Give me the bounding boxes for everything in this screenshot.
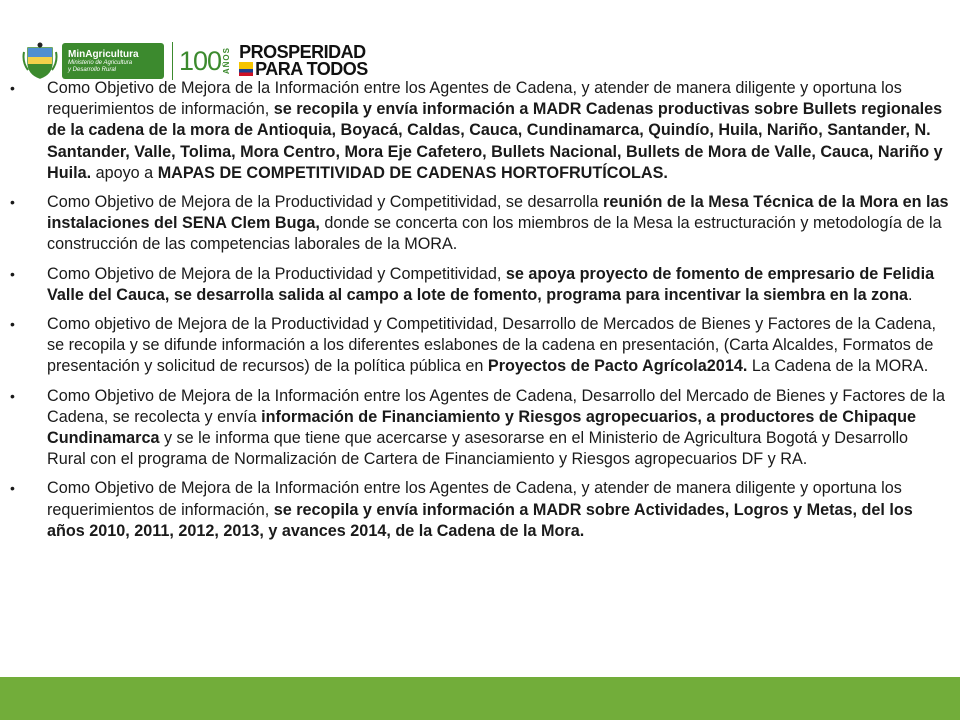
bullet-icon bbox=[10, 264, 47, 285]
minagricultura-logo bbox=[62, 43, 164, 79]
bullet-bold-text: se apoya proyecto de fomento de empresario de Felidia Valle del Cauca, se desarrolla salida al campo a lote de fomento, programa para incentivar la siembra en la zona bbox=[47, 264, 935, 304]
bullet-icon bbox=[10, 192, 47, 213]
bullet-item bbox=[10, 78, 950, 184]
logo-divider bbox=[172, 42, 173, 80]
min-subtitle-1: Ministerio de Agricultura bbox=[68, 59, 133, 66]
bullet-text: Como Objetivo de Mejora de la Productividad y Competitividad, bbox=[47, 264, 506, 283]
bullet-bold-text: se recopila y envía información a MADR Cadenas productivas sobre Bullets regionales de la cadena de la mora de Antioquia, Boyacá, Caldas, Cauca, Cundinamarca, Quindío, Huila, Nariño, Santander, N. Santander, Valle, Tolima, Mora Centro, Mora Eje Cafetero, Bullets Nacional, Bullets de Mora de Valle, Cauca, Nariño y Huila. bbox=[47, 100, 943, 182]
prosperidad-line1: PROSPERIDAD bbox=[239, 42, 366, 62]
colombia-coat-of-arms-icon bbox=[22, 42, 58, 80]
bullet-text: apoyo a bbox=[91, 163, 158, 182]
bullet-bold-text: MAPAS DE COMPETITIVIDAD DE CADENAS HORTOFRUTÍCOLAS. bbox=[157, 163, 668, 182]
cien-number: 100 bbox=[179, 46, 222, 76]
prosperidad-line2: PARA TODOS bbox=[239, 61, 368, 78]
bullet-icon bbox=[10, 478, 47, 499]
bullet-text: . bbox=[907, 285, 913, 304]
bullet-bold-text: Proyectos de Pacto Agrícola2014. bbox=[487, 357, 748, 376]
cien-anos-logo bbox=[179, 46, 231, 76]
bullet-item bbox=[10, 314, 950, 378]
bullet-text: Como Objetivo de Mejora de la Información entre los Agentes de Cadena, y atender de manera diligente y oportuna los requerimientos de información, bbox=[47, 479, 902, 519]
bullet-bold-text: información de Financiamiento y Riesgos agropecuarios, a productores de Chipaque Cundinamarca bbox=[47, 407, 916, 448]
bullet-item bbox=[10, 478, 950, 542]
bullet-bold-text: reunión de la Mesa Técnica de la Mora en las instalaciones del SENA Clem Buga, bbox=[47, 193, 949, 233]
bullet-icon bbox=[10, 314, 47, 335]
bullet-list bbox=[10, 78, 950, 550]
bullet-text: Como objetivo de Mejora de la Productividad y Competitividad, Desarrollo de Mercados de Bienes y Factores de la Cadena, se recopila y se difunde información a los diferentes eslabones de la cadena en presentación, (Carta Alcaldes, Formatos de presentación y solicitud de recursos) de la política pública en bbox=[47, 315, 936, 376]
bullet-icon bbox=[10, 78, 47, 99]
min-title: MinAgricultura bbox=[68, 48, 139, 60]
bullet-item bbox=[10, 192, 950, 256]
bullet-icon bbox=[10, 386, 47, 407]
colombia-flag-icon bbox=[239, 62, 253, 76]
header-logos bbox=[22, 40, 368, 82]
bullet-bold-text: se recopila y envía información a MADR sobre Actividades, Logros y Metas, del los años 2010, 2011, 2012, 2013, y avances 2014, de la Cadena de la Mora. bbox=[47, 500, 913, 540]
bullet-item bbox=[10, 386, 950, 471]
min-subtitle-2: y Desarrollo Rural bbox=[68, 66, 117, 73]
bullet-text: y se le informa que tiene que acercarse y asesorarse en el Ministerio de Agricultura Bogotá y Desarrollo Rural con el programa de Normalización de Cartera de Financiamiento y Riesgos agropecuarios DF y RA. bbox=[47, 429, 909, 469]
prosperidad-logo bbox=[239, 44, 368, 78]
bullet-text: La Cadena de la MORA. bbox=[747, 357, 929, 376]
bullet-text: Como Objetivo de Mejora de la Información entre los Agentes de Cadena, Desarrollo del Mercado de Bienes y Factores de la Cadena, se recolecta y envía bbox=[47, 386, 945, 426]
cien-anos-text: AÑOS bbox=[222, 47, 232, 75]
footer-bar bbox=[0, 677, 960, 720]
bullet-text: Como Objetivo de Mejora de la Información entre los Agentes de Cadena, y atender de manera diligente y oportuna los requerimientos de información, bbox=[47, 79, 902, 119]
bullet-text: Como Objetivo de Mejora de la Productividad y Competitividad, se desarrolla bbox=[47, 193, 604, 212]
bullet-text: donde se concerta con los miembros de la Mesa la estructuración y metodología de la construcción de las competencias laborales de la MORA. bbox=[47, 214, 942, 254]
bullet-item bbox=[10, 264, 950, 306]
